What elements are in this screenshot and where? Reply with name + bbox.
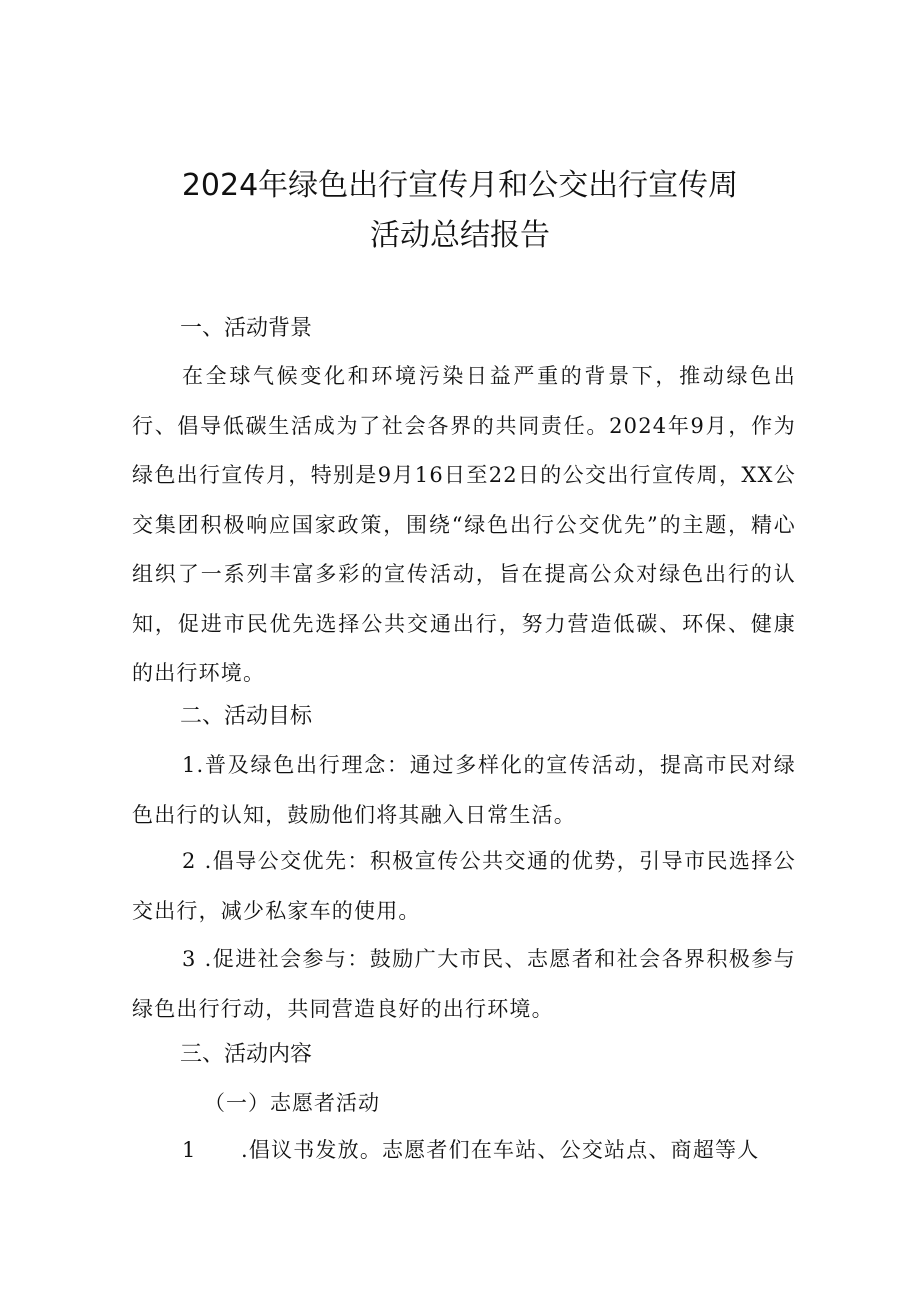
goal-item-3: 3 .促进社会参与：鼓励广大市民、志愿者和社会各界积极参与绿色出行行动，共同营造良好的出行环境。 — [132, 947, 796, 1021]
document-title-line-2: 活动总结报告 — [370, 218, 550, 253]
goal-item-2: 2 .倡导公交优先：积极宣传公共交通的优势，引导市民选择公交出行，减少私家车的使用。 — [132, 849, 796, 923]
content-item-1: 1 .倡议书发放。志愿者们在车站、公交站点、商超等人 — [182, 1138, 760, 1162]
subsection-heading-volunteer: （一）志愿者活动 — [204, 1091, 380, 1115]
goal-item-1: 1.普及绿色出行理念：通过多样化的宣传活动，提高市民对绿色出行的认知，鼓励他们将其融入日常生活。 — [132, 753, 796, 827]
section-heading-content: 三、活动内容 — [180, 1042, 313, 1067]
section-heading-background: 一、活动背景 — [180, 316, 313, 341]
background-paragraph: 在全球气候变化和环境污染日益严重的背景下，推动绿色出行、倡导低碳生活成为了社会各界的共同责任。2024年9月，作为绿色出行宣传月，特别是9月16日至22日的公交出行宣传周，XX公交集团积极响应国家政策，围绕“绿色出行公交优先”的主题，精心组织了一系列丰富多彩的宣传活动，旨在提高公众对绿色出行的认知，促进市民优先选择公共交通出行，努力营造低碳、环保、健康的出行环境。 — [132, 364, 796, 685]
section-heading-goals: 二、活动目标 — [180, 704, 313, 729]
document-title-line-1: 2024年绿色出行宣传月和公交出行宣传周 — [181, 168, 739, 203]
